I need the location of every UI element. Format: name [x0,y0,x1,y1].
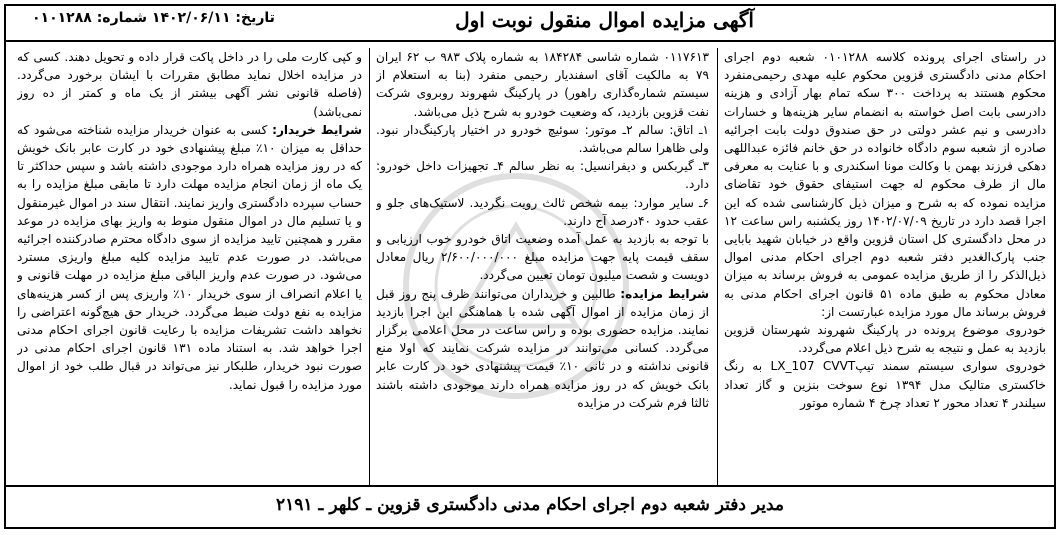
buyer-terms-paragraph [17,121,362,394]
header [6,6,1054,42]
footer-signature: مدیر دفتر شعبه دوم اجرای احکام مدنی دادگستری قزوین ـ کلهر ـ ۲۱۹۱ [6,485,1054,527]
condition-item-3: ۳ـ گیربکس و دیفرانسیل: به نظر سالم ۴ـ تجهیزات داخل خودرو: دارد. [376,159,709,192]
auction-terms-text: طالبین و خریداران می‌توانند ظرف پنج روز قبل از زمان مزایده از اموال آگهی شده با هماهنگی این اجرا بازدید نمایند. مزایده حضوری بوده و راس ساعت در محل اعلامی برگزار می‌گردد. کسانی می‌توانند در مزایده شرکت نمایند که اولا منع قانونی نداشته و در ثانی ۱۰٪ قیمت پیشنهادی خود در کارت عابر بانک خویش که در روز مزایده همراه دارند موجودی داشته باشند ثالثا فرم شرکت در مزایده [376,286,709,410]
condition-item-1: ۱ـ اتاق: سالم ۲ـ موتور: سوئیچ خودرو در اختیار پارکینگ‌دار نبود. ولی ظاهرا سالم می‌باشد. [376,122,709,156]
vehicle-spec-paragraph: خودروی سواری سیستم سمند تیپLX_107 CVVT به رنگ خاکستری متالیک مدل ۱۳۹۴ نوع سوخت بنزین و گاز تعداد سیلندر ۴ تعداد محور ۲ تعداد چرخ ۴ شماره موتور [724,359,1046,410]
plate-paragraph: ۰۱۱۷۶۱۳ شماره شاسی ۱۸۴۲۸۴ به شماره پلاک ۹۸۳ ب ۶۲ ایران ۷۹ به مالکیت آقای اسفندیار رحیمی منفرد (بنا به استعلام از سیستم شماره‌گذاری راهور) در پارکینگ شهروند روبروی شرکت نفت قزوین بازدید، که وضعیت خودرو به شرح ذیل می‌باشد. [376,50,709,119]
column-divider [717,48,718,486]
column-right [724,48,1046,486]
auction-terms-paragraph [376,285,709,412]
announcement-frame [4,4,1056,529]
buyer-terms-text: کسی به عنوان خریدار مزایده شناخته می‌شود که حداقل به میزان ۱۰٪ مبلغ پیشنهادی خود در کارت عابر بانک خویش که در روز مزایده همراه دارد موجودی داشته باشد و سپس حداکثر تا یک ماه از زمان انجام مزایده مهلت دارد تا مابقی مبلغ مزایده را به حساب سپرده دادگستری واریز نمایند. انتقال سند در اموال غیرمنقول و یا تسلیم مال در اموال منقول منوط به واریز بهای مزایده در موعد مقرر و همچنین تایید مزایده از سوی دادگاه محترم صادرکننده اجرائیه می‌باشد. در صورت عدم تایید مزایده کلیه مبلغ واریزی مسترد می‌شود. در صورت عدم واریز الباقی مبلغ مزایده در مهلت قانونی و یا اعلام انصراف از سوی خریدار ۱۰٪ واریزی پس از کسر هزینه‌های مزایده به نفع دولت ضبط می‌گردد. خریدار حق هیچ‌گونه اعتراضی را نخواهد داشت تشریفات مزایده با رعایت قانون اجرای احکام مدنی اجرا خواهد شد. به استناد ماده ۱۳۱ قانون اجرای احکام مدنی در صورت نبود خریدار، طلبکار نیز می‌تواند در قبال طلب خود از اموال مورد مزایده را قبول نماید. [17,122,362,392]
column-divider [369,48,370,486]
base-price-paragraph: با توجه به بازدید به عمل آمده وضعیت اتاق خودرو خوب ارزیابی و سقف قیمت پایه جهت مزایده مبلغ ۲/۶۰۰/۰۰۰/۰۰۰ ریال معادل دویست و شصت میلیون تومان تعیین می‌گردد. [376,232,709,283]
auction-terms-title: شرایط مزایده: [620,286,709,301]
envelope-paragraph: و کپی کارت ملی را در داخل پاکت قرار داده و تحویل دهند. کسی که در مزایده اخلال نماید مطابق مقررات با ایشان برخورد می‌گردد. (فاصله قانونی نشر آگهی بیشتر از یک ماه و کمتر از ده روز نمی‌باشد) [17,50,362,119]
column-middle [376,48,709,486]
intro-paragraph: در راستای اجرای پرونده کلاسه ۰۱۰۱۲۸۸ شعبه دوم اجرای احکام مدنی دادگستری قزوین محکوم علیه مهدی رحیمی‌منفرد محکوم هستند به پرداخت ۳۰۰ سکه تمام بهار آزادی و هزینه دادرسی بابت اصل خواسته به انضمام سایر هزینه‌ها و خسارات دادرسی و نیم عشر دولتی در حق صندوق دولت بابت اجرائیه صادره از شعبه سوم دادگاه خانواده در حق خانم فائزه عبداللهی دهکی فرزند بهمن با وکالت مونا اسکندری و با عنایت به معرفی مال از طرف محکوم له جهت استیفای حقوق خود تقاضای مزایده نموده که به شرح و میزان ذیل کارشناسی شده که این اجرا قصد دارد در تاریخ ۱۴۰۲/۰۷/۰۹ روز یکشنبه راس ساعت ۱۲ در محل دادگستری کل استان قزوین واقع در خیابان شهید بابایی جنب پارک‌الغدیر دفتر شعبه دوم اجرای احکام مدنی اموال ذیل‌الذکر را از طریق مزایده عمومی به فروش برساند به میزان معادل محکوم به طبق ماده ۵۱ قانون اجرای احکام مدنی به فروش برساند مال مورد مزایده عبارتست از: [724,50,1046,319]
column-left [17,48,362,486]
buyer-terms-title: شرایط خریدار: [272,122,362,137]
condition-item-6: ۶ـ سایر موارد: بیمه شخص ثالث رویت نگردید. لاستیک‌های جلو و عقب حدود ۴۰درصد آج دارند. [376,195,709,228]
page-title: آگهی مزایده اموال منقول نوبت اول [455,8,754,32]
date-and-number: تاریخ: ۱۴۰۲/۰۶/۱۱ شماره: ۰۱۰۱۲۸۸ [32,10,275,26]
inspection-paragraph: خودروی موضوع پرونده در پارکینگ شهروند شهرستان قزوین بازدید به عمل و نتیجه به شرح ذیل اعلام می‌گردد. [724,323,1046,356]
